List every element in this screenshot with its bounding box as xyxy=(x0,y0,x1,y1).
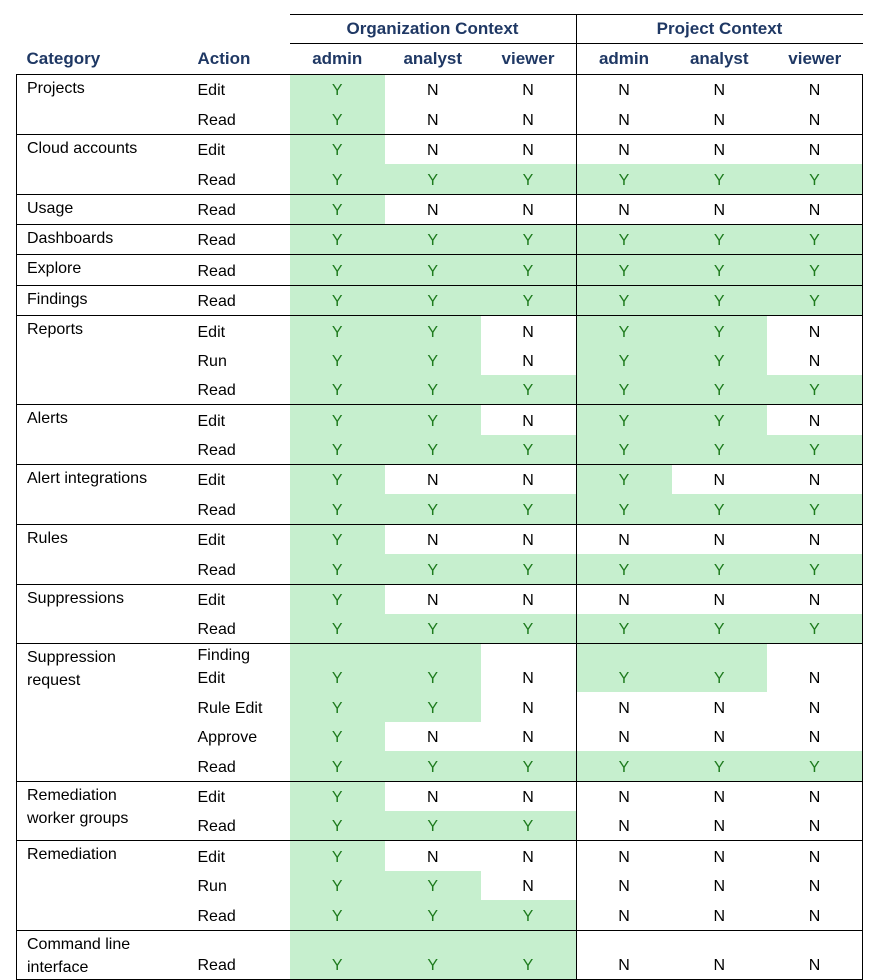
project-analyst-permission-cell: Y xyxy=(672,405,768,435)
org-admin-permission-cell: Y xyxy=(290,644,386,693)
project-analyst-permission-cell: N xyxy=(672,584,768,614)
org-viewer-permission-cell: N xyxy=(481,722,577,751)
org-admin-permission-cell: Y xyxy=(290,524,386,554)
org-admin-permission-cell: Y xyxy=(290,584,386,614)
project-viewer-permission-cell: N xyxy=(767,405,863,435)
category-cell: Projects xyxy=(17,75,198,135)
org-viewer-permission-cell: Y xyxy=(481,255,577,285)
project-admin-permission-cell: N xyxy=(576,524,672,554)
project-admin-permission-cell: Y xyxy=(576,164,672,194)
org-admin-permission-cell: Y xyxy=(290,375,386,405)
org-viewer-permission-cell: N xyxy=(481,584,577,614)
org-admin-permission-cell: Y xyxy=(290,751,386,781)
action-cell: Read xyxy=(198,285,290,315)
org-viewer-permission-cell: Y xyxy=(481,224,577,254)
org-analyst-permission-cell: N xyxy=(385,75,481,105)
org-analyst-permission-cell: Y xyxy=(385,930,481,979)
project-viewer-permission-cell: Y xyxy=(767,554,863,584)
org-analyst-permission-cell: Y xyxy=(385,644,481,693)
action-cell: Read xyxy=(197,382,236,400)
project-viewer-permission-cell: Y xyxy=(767,164,863,194)
org-analyst-permission-cell: N xyxy=(385,465,481,495)
table-row xyxy=(17,75,863,105)
project-viewer-permission-cell: Y xyxy=(767,285,863,315)
org-admin-header: admin xyxy=(312,49,363,68)
org-admin-permission-cell: Y xyxy=(290,346,386,375)
org-analyst-permission-cell: N xyxy=(385,194,481,224)
category-cell: Suppressions xyxy=(17,584,198,644)
project-analyst-permission-cell: N xyxy=(713,818,726,836)
project-viewer-permission-cell: N xyxy=(767,104,863,134)
permissions-table-container xyxy=(16,14,863,980)
org-viewer-permission-cell: N xyxy=(481,134,577,164)
org-admin-permission-cell: Y xyxy=(290,164,386,194)
org-admin-permission-cell: Y xyxy=(290,614,386,644)
project-analyst-permission-cell: Y xyxy=(672,164,768,194)
org-viewer-permission-cell: N xyxy=(481,346,577,375)
org-viewer-permission-cell: Y xyxy=(481,554,577,584)
org-admin-permission-cell: Y xyxy=(290,841,386,871)
org-context-header: Organization Context xyxy=(290,15,577,44)
project-analyst-permission-cell: N xyxy=(672,841,768,871)
project-admin-permission-cell: Y xyxy=(576,346,672,375)
org-viewer-permission-cell: N xyxy=(481,104,577,134)
project-admin-permission-cell: N xyxy=(618,878,630,896)
org-analyst-permission-cell: Y xyxy=(385,554,481,584)
action-cell: Read xyxy=(197,907,236,925)
org-analyst-permission-cell: N xyxy=(385,524,481,554)
table-row xyxy=(17,841,863,871)
project-admin-permission-cell: Y xyxy=(576,375,672,405)
org-viewer-permission-cell: Y xyxy=(481,164,577,194)
category-cell: Alerts xyxy=(17,405,198,465)
project-analyst-permission-cell: Y xyxy=(672,224,768,254)
action-cell: Edit xyxy=(198,841,290,871)
project-viewer-permission-cell: N xyxy=(767,346,863,375)
org-viewer-permission-cell: Y xyxy=(481,930,577,979)
org-analyst-permission-cell: Y xyxy=(385,285,481,315)
org-analyst-permission-cell: Y xyxy=(385,346,481,375)
project-admin-permission-cell: Y xyxy=(576,494,672,524)
project-admin-permission-cell: Y xyxy=(576,614,672,644)
action-header: Action xyxy=(197,48,251,68)
project-admin-permission-cell: Y xyxy=(576,554,672,584)
project-admin-permission-cell: N xyxy=(576,134,672,164)
org-viewer-permission-cell: N xyxy=(481,692,577,721)
action-cell: Rule Edit xyxy=(197,699,263,717)
org-admin-permission-cell: Y xyxy=(290,104,386,134)
category-cell: Suppression request xyxy=(17,644,198,781)
project-admin-permission-cell: N xyxy=(576,841,672,871)
action-cell: Read xyxy=(197,111,236,129)
org-viewer-permission-cell: Y xyxy=(481,494,577,524)
project-admin-permission-cell: N xyxy=(576,781,672,811)
org-analyst-permission-cell: N xyxy=(385,584,481,614)
project-admin-permission-cell: Y xyxy=(576,465,672,495)
project-analyst-permission-cell: N xyxy=(713,699,726,717)
org-viewer-permission-cell: N xyxy=(481,644,577,693)
project-analyst-permission-cell: N xyxy=(672,930,768,979)
org-admin-permission-cell: Y xyxy=(290,722,386,751)
project-viewer-header: viewer xyxy=(788,49,842,68)
org-viewer-permission-cell: N xyxy=(481,465,577,495)
project-viewer-permission-cell: Y xyxy=(767,224,863,254)
project-viewer-permission-cell: N xyxy=(767,692,863,721)
action-cell: Read xyxy=(197,621,236,639)
project-viewer-permission-cell: Y xyxy=(767,614,863,644)
org-analyst-permission-cell: Y xyxy=(385,692,481,721)
project-analyst-permission-cell: Y xyxy=(672,494,768,524)
project-analyst-permission-cell: Y xyxy=(672,554,768,584)
project-viewer-permission-cell: N xyxy=(767,644,863,693)
org-viewer-header: viewer xyxy=(481,44,577,75)
action-cell: Edit xyxy=(198,316,290,346)
action-cell: Run xyxy=(197,878,227,896)
org-admin-permission-cell: Y xyxy=(290,811,386,841)
project-admin-permission-cell: N xyxy=(576,584,672,614)
project-analyst-permission-cell: Y xyxy=(672,285,768,315)
table-row xyxy=(17,524,863,554)
category-cell: Rules xyxy=(17,524,198,584)
org-admin-permission-cell: Y xyxy=(290,75,386,105)
org-analyst-permission-cell: Y xyxy=(385,405,481,435)
org-admin-permission-cell: Y xyxy=(290,255,386,285)
project-analyst-permission-cell: N xyxy=(672,75,768,105)
table-row xyxy=(17,194,863,224)
org-viewer-permission-cell: Y xyxy=(481,900,577,930)
org-viewer-permission-cell: Y xyxy=(481,435,577,465)
project-viewer-permission-cell: N xyxy=(767,781,863,811)
project-analyst-permission-cell: N xyxy=(672,524,768,554)
action-cell: Read xyxy=(197,758,236,776)
project-admin-permission-cell: N xyxy=(618,111,630,129)
org-admin-permission-cell: Y xyxy=(290,692,386,721)
project-viewer-permission-cell: N xyxy=(767,811,863,841)
project-context-header: Project Context xyxy=(576,15,863,44)
table-row xyxy=(17,644,863,693)
org-admin-permission-cell: Y xyxy=(290,465,386,495)
project-analyst-permission-cell: N xyxy=(713,111,726,129)
table-row xyxy=(17,285,863,315)
org-admin-permission-cell: Y xyxy=(290,316,386,346)
org-admin-permission-cell: Y xyxy=(290,405,386,435)
project-admin-permission-cell: N xyxy=(576,930,672,979)
permissions-table xyxy=(16,14,863,980)
project-admin-permission-cell: Y xyxy=(576,435,672,465)
org-admin-permission-cell: Y xyxy=(290,224,386,254)
project-viewer-permission-cell: Y xyxy=(767,435,863,465)
action-cell: Edit xyxy=(198,405,290,435)
org-viewer-permission-cell: Y xyxy=(481,285,577,315)
org-analyst-permission-cell: Y xyxy=(385,811,481,841)
table-row xyxy=(17,465,863,495)
org-admin-permission-cell: Y xyxy=(290,194,386,224)
project-admin-permission-cell: Y xyxy=(576,405,672,435)
org-analyst-permission-cell: N xyxy=(385,841,481,871)
action-cell: Finding Edit xyxy=(198,644,290,693)
project-viewer-permission-cell: N xyxy=(767,871,863,900)
org-analyst-header: analyst xyxy=(403,49,463,68)
action-cell: Edit xyxy=(198,134,290,164)
project-analyst-permission-cell: N xyxy=(672,465,768,495)
project-analyst-permission-cell: Y xyxy=(672,346,768,375)
category-cell: Cloud accounts xyxy=(17,134,198,194)
org-admin-permission-cell: Y xyxy=(290,871,386,900)
category-cell: Dashboards xyxy=(17,224,198,254)
category-cell: Remediation xyxy=(17,841,198,930)
org-analyst-permission-cell: Y xyxy=(385,316,481,346)
action-cell: Read xyxy=(197,442,236,460)
project-viewer-permission-cell: N xyxy=(767,524,863,554)
project-analyst-permission-cell: N xyxy=(713,729,726,747)
org-viewer-permission-cell: N xyxy=(481,194,577,224)
project-admin-permission-cell: N xyxy=(618,729,630,747)
project-admin-permission-cell: Y xyxy=(576,316,672,346)
action-cell: Read xyxy=(198,194,290,224)
permissions-body xyxy=(17,75,863,980)
org-viewer-permission-cell: Y xyxy=(481,811,577,841)
table-row xyxy=(17,781,863,811)
project-analyst-permission-cell: N xyxy=(672,194,768,224)
action-cell: Run xyxy=(197,352,227,370)
category-cell: Remediation worker groups xyxy=(17,781,198,841)
action-cell: Read xyxy=(197,561,236,579)
project-viewer-permission-cell: N xyxy=(767,134,863,164)
org-analyst-permission-cell: N xyxy=(426,729,439,747)
project-viewer-permission-cell: Y xyxy=(767,255,863,285)
org-viewer-permission-cell: Y xyxy=(481,375,577,405)
project-analyst-permission-cell: N xyxy=(713,878,726,896)
org-analyst-permission-cell: Y xyxy=(385,751,481,781)
org-viewer-permission-cell: N xyxy=(481,405,577,435)
project-analyst-permission-cell: N xyxy=(713,907,726,925)
org-analyst-permission-cell: N xyxy=(426,111,439,129)
category-header: Category xyxy=(26,48,101,68)
action-cell: Read xyxy=(197,171,236,189)
project-viewer-permission-cell: N xyxy=(767,841,863,871)
project-viewer-permission-cell: N xyxy=(767,75,863,105)
action-cell: Read xyxy=(198,930,290,979)
table-row xyxy=(17,134,863,164)
project-analyst-header: analyst xyxy=(689,49,749,68)
project-analyst-permission-cell: Y xyxy=(672,435,768,465)
project-analyst-permission-cell: N xyxy=(672,781,768,811)
org-viewer-permission-cell: Y xyxy=(481,614,577,644)
project-viewer-permission-cell: Y xyxy=(767,375,863,405)
project-admin-permission-cell: Y xyxy=(576,751,672,781)
action-cell: Edit xyxy=(198,781,290,811)
project-analyst-permission-cell: Y xyxy=(672,316,768,346)
category-cell: Usage xyxy=(17,194,198,224)
org-viewer-permission-cell: N xyxy=(481,841,577,871)
action-cell: Edit xyxy=(198,524,290,554)
org-admin-permission-cell: Y xyxy=(290,900,386,930)
org-viewer-permission-cell: N xyxy=(481,781,577,811)
org-analyst-permission-cell: Y xyxy=(385,224,481,254)
project-viewer-permission-cell: N xyxy=(767,930,863,979)
project-viewer-permission-cell: N xyxy=(767,465,863,495)
project-analyst-permission-cell: Y xyxy=(672,614,768,644)
action-cell: Read xyxy=(197,501,236,519)
org-analyst-permission-cell: N xyxy=(385,134,481,164)
project-admin-permission-cell: N xyxy=(576,194,672,224)
category-cell: Command line interface xyxy=(17,930,198,979)
action-cell: Read xyxy=(197,818,236,836)
category-cell: Alert integrations xyxy=(17,465,198,525)
action-cell: Read xyxy=(198,224,290,254)
project-viewer-permission-cell: Y xyxy=(767,494,863,524)
org-analyst-permission-cell: Y xyxy=(385,494,481,524)
table-row xyxy=(17,930,863,979)
project-analyst-permission-cell: Y xyxy=(672,644,768,693)
org-analyst-permission-cell: Y xyxy=(385,900,481,930)
project-admin-permission-cell: N xyxy=(618,699,630,717)
project-admin-permission-cell: Y xyxy=(576,644,672,693)
org-analyst-permission-cell: Y xyxy=(385,375,481,405)
project-admin-permission-cell: N xyxy=(576,75,672,105)
org-analyst-permission-cell: Y xyxy=(385,435,481,465)
org-admin-permission-cell: Y xyxy=(290,435,386,465)
action-cell: Edit xyxy=(198,75,290,105)
project-viewer-permission-cell: N xyxy=(767,194,863,224)
project-admin-permission-cell: Y xyxy=(576,255,672,285)
project-analyst-permission-cell: Y xyxy=(672,255,768,285)
table-row xyxy=(17,316,863,346)
org-viewer-permission-cell: N xyxy=(481,316,577,346)
org-analyst-permission-cell: Y xyxy=(385,164,481,194)
table-row xyxy=(17,584,863,614)
org-admin-permission-cell: Y xyxy=(290,554,386,584)
org-admin-permission-cell: Y xyxy=(290,781,386,811)
org-viewer-permission-cell: N xyxy=(481,75,577,105)
project-analyst-permission-cell: N xyxy=(672,134,768,164)
project-viewer-permission-cell: N xyxy=(767,722,863,751)
project-viewer-permission-cell: N xyxy=(767,584,863,614)
project-viewer-permission-cell: Y xyxy=(767,751,863,781)
org-analyst-permission-cell: Y xyxy=(385,614,481,644)
org-viewer-permission-cell: N xyxy=(481,871,577,900)
table-row xyxy=(17,255,863,285)
category-cell: Findings xyxy=(17,285,198,315)
org-admin-permission-cell: Y xyxy=(290,285,386,315)
org-admin-permission-cell: Y xyxy=(290,134,386,164)
action-cell: Edit xyxy=(198,465,290,495)
project-admin-permission-cell: Y xyxy=(576,285,672,315)
project-viewer-permission-cell: N xyxy=(767,900,863,930)
org-admin-permission-cell: Y xyxy=(290,494,386,524)
org-viewer-permission-cell: N xyxy=(481,524,577,554)
table-row xyxy=(17,405,863,435)
project-viewer-permission-cell: N xyxy=(767,316,863,346)
category-cell: Explore xyxy=(17,255,198,285)
project-admin-header: admin xyxy=(598,49,650,68)
category-cell: Reports xyxy=(17,316,198,405)
project-admin-permission-cell: N xyxy=(618,907,630,925)
project-analyst-permission-cell: Y xyxy=(672,751,768,781)
project-analyst-permission-cell: Y xyxy=(672,375,768,405)
project-admin-permission-cell: Y xyxy=(576,224,672,254)
org-analyst-permission-cell: Y xyxy=(385,871,481,900)
org-admin-permission-cell: Y xyxy=(290,930,386,979)
action-cell: Approve xyxy=(197,729,258,747)
action-cell: Edit xyxy=(198,584,290,614)
action-cell: Read xyxy=(198,255,290,285)
org-analyst-permission-cell: N xyxy=(385,781,481,811)
table-row xyxy=(17,224,863,254)
org-analyst-permission-cell: Y xyxy=(385,255,481,285)
org-viewer-permission-cell: Y xyxy=(481,751,577,781)
project-admin-permission-cell: N xyxy=(618,818,630,836)
